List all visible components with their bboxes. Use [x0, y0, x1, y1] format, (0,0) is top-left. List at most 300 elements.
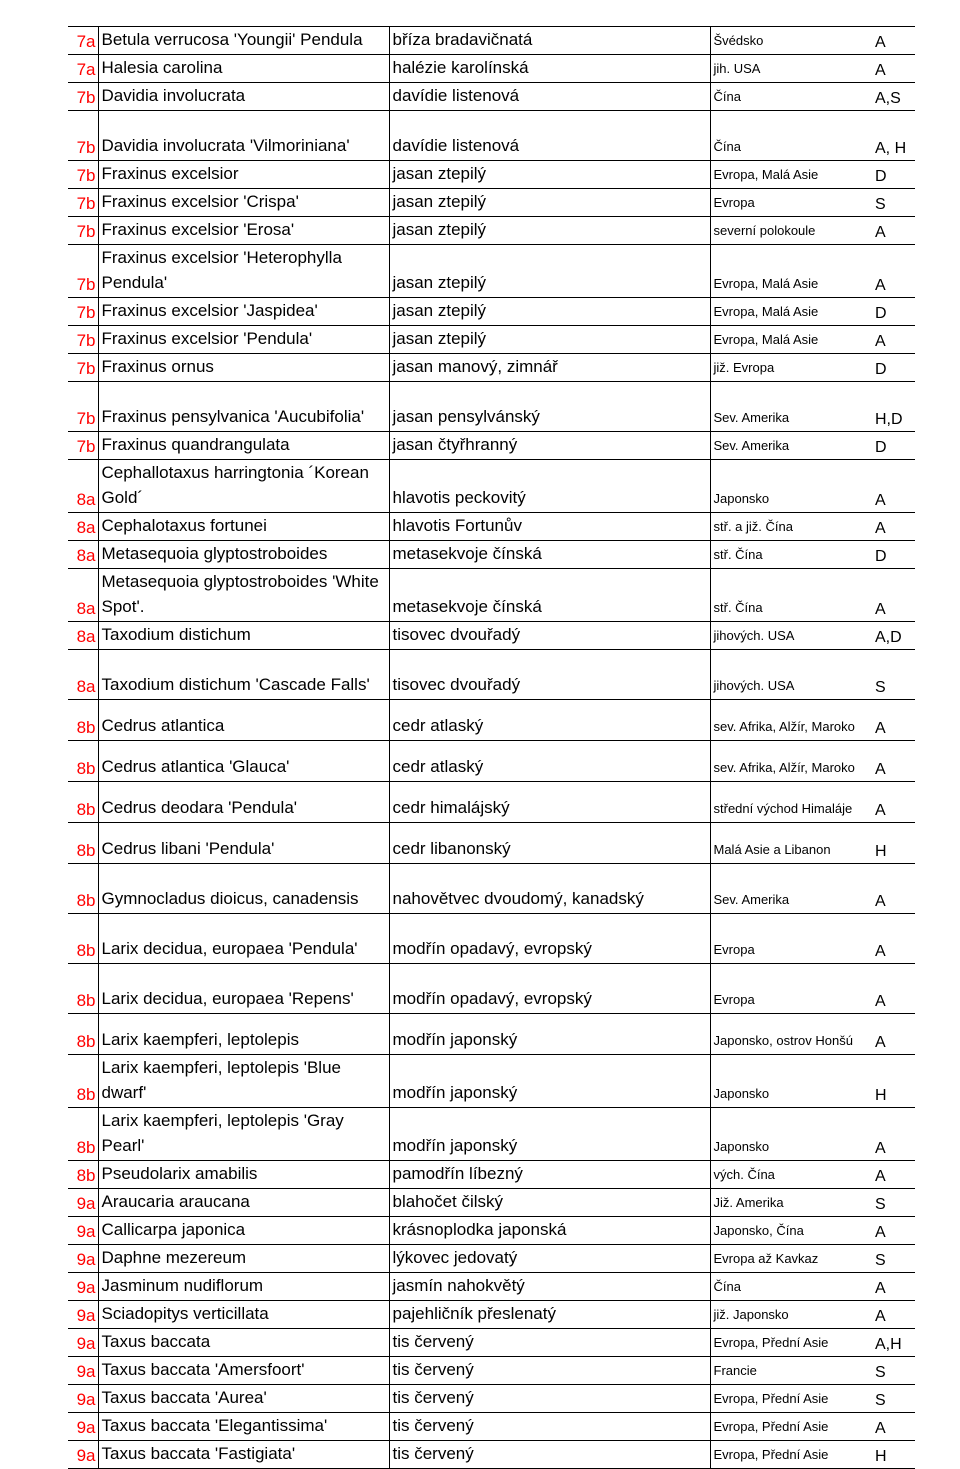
zone-text: 8b — [76, 891, 96, 910]
origin-text: stř. Čína — [713, 600, 763, 615]
zone-cell — [68, 914, 98, 964]
latin-name-text: Fraxinus excelsior 'Pendula' — [101, 329, 313, 348]
zone-cell — [68, 1273, 98, 1301]
zone-text: 8a — [76, 599, 96, 618]
latin-name-text: Cedrus atlantica — [101, 716, 225, 735]
czech-name-cell — [389, 460, 710, 513]
category-cell — [875, 1161, 915, 1189]
zone-cell — [68, 326, 98, 354]
origin-text: stř. a již. Čína — [713, 519, 793, 534]
category-text: S — [875, 1364, 886, 1381]
zone-text: 8b — [76, 991, 96, 1010]
table-row — [68, 1217, 915, 1245]
latin-name-text: Taxus baccata 'Amersfoort' — [101, 1360, 305, 1379]
origin-cell — [710, 1413, 875, 1441]
category-text: S — [875, 1252, 886, 1269]
category-text: A — [875, 943, 886, 960]
zone-cell — [68, 1014, 98, 1055]
zone-text: 7b — [76, 359, 96, 378]
category-text: A, H — [875, 140, 907, 157]
czech-name-cell — [389, 1357, 710, 1385]
latin-name-text: Pseudolarix amabilis — [101, 1164, 258, 1183]
zone-cell — [68, 1441, 98, 1469]
origin-cell — [710, 1055, 875, 1108]
czech-name-text: davídie listenová — [392, 86, 520, 105]
zone-text: 8a — [76, 677, 96, 696]
category-cell — [875, 382, 915, 432]
czech-name-text: jasan ztepilý — [392, 192, 487, 211]
latin-name-text: Fraxinus ornus — [101, 357, 214, 376]
category-cell — [875, 914, 915, 964]
czech-name-cell — [389, 782, 710, 823]
origin-cell — [710, 298, 875, 326]
czech-name-cell — [389, 513, 710, 541]
latin-name-cell — [98, 569, 389, 622]
category-text: A — [875, 720, 886, 737]
category-text: A,S — [875, 90, 901, 107]
origin-text: jihových. USA — [713, 678, 795, 693]
latin-name-text: Taxodium distichum 'Cascade Falls' — [101, 675, 370, 694]
czech-name-text: jasan ztepilý — [392, 164, 487, 183]
origin-text: Evropa, Přední Asie — [713, 1447, 829, 1462]
origin-text: Evropa, Malá Asie — [713, 276, 819, 291]
origin-text: Evropa — [713, 992, 755, 1007]
origin-cell — [710, 864, 875, 914]
latin-name-text: Taxus baccata 'Fastigiata' — [101, 1444, 296, 1463]
table-row — [68, 700, 915, 741]
zone-cell — [68, 1161, 98, 1189]
origin-cell — [710, 782, 875, 823]
origin-text: sev. Afrika, Alžír, Maroko — [713, 760, 855, 775]
latin-name-cell — [98, 1357, 389, 1385]
category-cell — [875, 189, 915, 217]
category-cell — [875, 513, 915, 541]
table-row — [68, 1357, 915, 1385]
latin-name-cell — [98, 1385, 389, 1413]
origin-text: Evropa, Přední Asie — [713, 1419, 829, 1434]
czech-name-cell — [389, 1329, 710, 1357]
origin-text: Malá Asie a Libanon — [713, 842, 831, 857]
origin-text: sev. Afrika, Alžír, Maroko — [713, 719, 855, 734]
latin-name-text: Cedrus atlantica 'Glauca' — [101, 757, 290, 776]
czech-name-cell — [389, 298, 710, 326]
latin-name-text: Fraxinus excelsior 'Erosa' — [101, 220, 295, 239]
latin-name-text: Taxus baccata 'Aurea' — [101, 1388, 267, 1407]
latin-name-text: Cedrus libani 'Pendula' — [101, 839, 275, 858]
origin-cell — [710, 27, 875, 55]
origin-cell — [710, 1441, 875, 1469]
czech-name-cell — [389, 541, 710, 569]
zone-cell — [68, 189, 98, 217]
origin-text: vých. Čína — [713, 1167, 775, 1182]
czech-name-cell — [389, 161, 710, 189]
category-text: S — [875, 1196, 886, 1213]
latin-name-text: Daphne mezereum — [101, 1248, 247, 1267]
origin-text: Evropa až Kavkaz — [713, 1251, 819, 1266]
zone-text: 8b — [76, 1138, 96, 1157]
zone-cell — [68, 782, 98, 823]
zone-cell — [68, 1413, 98, 1441]
category-cell — [875, 864, 915, 914]
latin-name-cell — [98, 161, 389, 189]
origin-text: Japonsko — [713, 1086, 770, 1101]
category-cell — [875, 1357, 915, 1385]
origin-cell — [710, 83, 875, 111]
origin-cell — [710, 245, 875, 298]
latin-name-text: Larix decidua, europaea 'Repens' — [101, 989, 354, 1008]
table-row — [68, 217, 915, 245]
zone-cell — [68, 1301, 98, 1329]
czech-name-cell — [389, 1108, 710, 1161]
table-row — [68, 513, 915, 541]
origin-cell — [710, 1273, 875, 1301]
zone-text: 8a — [76, 546, 96, 565]
zone-cell — [68, 700, 98, 741]
category-text: A — [875, 520, 886, 537]
czech-name-cell — [389, 864, 710, 914]
latin-name-text: Davidia involucrata — [101, 86, 246, 105]
category-cell — [875, 782, 915, 823]
zone-cell — [68, 27, 98, 55]
category-text: H,D — [875, 411, 903, 428]
origin-text: Čína — [713, 139, 741, 154]
origin-cell — [710, 1329, 875, 1357]
origin-cell — [710, 964, 875, 1014]
czech-name-cell — [389, 55, 710, 83]
latin-name-cell — [98, 1245, 389, 1273]
category-text: S — [875, 196, 886, 213]
plant-table-body — [68, 27, 915, 1469]
category-cell — [875, 823, 915, 864]
table-row — [68, 432, 915, 460]
category-text: A — [875, 893, 886, 910]
czech-name-text: krásnoplodka japonská — [392, 1220, 567, 1239]
category-cell — [875, 1108, 915, 1161]
zone-cell — [68, 432, 98, 460]
zone-text: 9a — [76, 1306, 96, 1325]
category-cell — [875, 1385, 915, 1413]
category-text: S — [875, 1392, 886, 1409]
table-row — [68, 1273, 915, 1301]
category-text: A — [875, 1140, 886, 1157]
category-cell — [875, 741, 915, 782]
origin-text: Evropa — [713, 195, 755, 210]
category-text: A,D — [875, 629, 902, 646]
zone-text: 7b — [76, 409, 96, 428]
latin-name-cell — [98, 513, 389, 541]
latin-name-cell — [98, 1055, 389, 1108]
zone-text: 7b — [76, 138, 96, 157]
zone-cell — [68, 217, 98, 245]
category-text: A — [875, 62, 886, 79]
latin-name-text: Halesia carolina — [101, 58, 223, 77]
czech-name-cell — [389, 1245, 710, 1273]
czech-name-text: tis červený — [392, 1332, 474, 1351]
origin-cell — [710, 513, 875, 541]
czech-name-text: jasan pensylvánský — [392, 407, 540, 426]
category-cell — [875, 83, 915, 111]
czech-name-text: metasekvoje čínská — [392, 544, 542, 563]
latin-name-cell — [98, 622, 389, 650]
czech-name-text: hlavotis peckovitý — [392, 488, 526, 507]
zone-text: 8b — [76, 759, 96, 778]
czech-name-text: bříza bradavičnatá — [392, 30, 533, 49]
latin-name-text: Fraxinus excelsior 'Crispa' — [101, 192, 299, 211]
latin-name-cell — [98, 700, 389, 741]
zone-cell — [68, 111, 98, 161]
latin-name-cell — [98, 1108, 389, 1161]
zone-text: 9a — [76, 1194, 96, 1213]
czech-name-cell — [389, 1014, 710, 1055]
zone-cell — [68, 1217, 98, 1245]
latin-name-cell — [98, 432, 389, 460]
latin-name-cell — [98, 298, 389, 326]
table-row — [68, 1189, 915, 1217]
origin-cell — [710, 326, 875, 354]
zone-text: 8a — [76, 490, 96, 509]
latin-name-text: Betula verrucosa 'Youngii' Pendula — [101, 30, 363, 49]
category-text: D — [875, 305, 887, 322]
category-text: H — [875, 843, 887, 860]
origin-text: střední východ Himaláje — [713, 801, 853, 816]
latin-name-cell — [98, 914, 389, 964]
latin-name-text: Larix decidua, europaea 'Pendula' — [101, 939, 358, 958]
czech-name-cell — [389, 1301, 710, 1329]
category-text: A — [875, 492, 886, 509]
latin-name-text: Fraxinus quandrangulata — [101, 435, 290, 454]
table-row — [68, 541, 915, 569]
czech-name-cell — [389, 1385, 710, 1413]
category-cell — [875, 700, 915, 741]
origin-text: Evropa, Přední Asie — [713, 1391, 829, 1406]
czech-name-text: tisovec dvouřadý — [392, 625, 521, 644]
category-text: A — [875, 802, 886, 819]
czech-name-text: cedr himalájský — [392, 798, 510, 817]
czech-name-cell — [389, 111, 710, 161]
origin-cell — [710, 111, 875, 161]
czech-name-cell — [389, 569, 710, 622]
zone-cell — [68, 1329, 98, 1357]
zone-cell — [68, 741, 98, 782]
zone-cell — [68, 864, 98, 914]
zone-cell — [68, 161, 98, 189]
czech-name-cell — [389, 1189, 710, 1217]
table-row — [68, 382, 915, 432]
origin-cell — [710, 650, 875, 700]
latin-name-text: Larix kaempferi, leptolepis 'Gray Pearl' — [101, 1111, 344, 1155]
category-text: A — [875, 224, 886, 241]
zone-text: 8b — [76, 800, 96, 819]
category-cell — [875, 1014, 915, 1055]
czech-name-text: tisovec dvouřadý — [392, 675, 521, 694]
zone-text: 8b — [76, 1085, 96, 1104]
czech-name-text: jasan manový, zimnář — [392, 357, 558, 376]
table-row — [68, 741, 915, 782]
latin-name-cell — [98, 326, 389, 354]
category-cell — [875, 354, 915, 382]
zone-text: 9a — [76, 1222, 96, 1241]
zone-text: 9a — [76, 1334, 96, 1353]
latin-name-cell — [98, 541, 389, 569]
zone-cell — [68, 622, 98, 650]
czech-name-text: halézie karolínská — [392, 58, 529, 77]
latin-name-text: Larix kaempferi, leptolepis — [101, 1030, 299, 1049]
origin-cell — [710, 700, 875, 741]
czech-name-text: pajehličník přeslenatý — [392, 1304, 556, 1323]
table-row — [68, 1385, 915, 1413]
category-cell — [875, 161, 915, 189]
origin-text: stř. Čína — [713, 547, 763, 562]
origin-text: Japonsko — [713, 491, 770, 506]
latin-name-text: Metasequoia glyptostroboides — [101, 544, 328, 563]
latin-name-text: Metasequoia glyptostroboides 'White Spot'. — [101, 572, 379, 616]
czech-name-text: modřín opadavý, evropský — [392, 939, 592, 958]
category-text: A — [875, 333, 886, 350]
zone-text: 7b — [76, 222, 96, 241]
czech-name-cell — [389, 823, 710, 864]
czech-name-text: lýkovec jedovatý — [392, 1248, 518, 1267]
category-text: A — [875, 1224, 886, 1241]
origin-cell — [710, 217, 875, 245]
latin-name-cell — [98, 1329, 389, 1357]
category-text: A — [875, 1168, 886, 1185]
zone-cell — [68, 541, 98, 569]
origin-text: Evropa, Malá Asie — [713, 304, 819, 319]
zone-cell — [68, 83, 98, 111]
category-cell — [875, 1329, 915, 1357]
category-cell — [875, 217, 915, 245]
zone-cell — [68, 298, 98, 326]
table-row — [68, 782, 915, 823]
czech-name-text: jasan ztepilý — [392, 301, 487, 320]
latin-name-cell — [98, 245, 389, 298]
category-cell — [875, 245, 915, 298]
latin-name-cell — [98, 460, 389, 513]
table-row — [68, 111, 915, 161]
table-row — [68, 460, 915, 513]
zone-cell — [68, 1357, 98, 1385]
latin-name-text: Larix kaempferi, leptolepis 'Blue dwarf' — [101, 1058, 341, 1102]
table-row — [68, 245, 915, 298]
origin-text: již. Evropa — [713, 360, 775, 375]
table-row — [68, 1413, 915, 1441]
czech-name-cell — [389, 741, 710, 782]
origin-text: Sev. Amerika — [713, 410, 790, 425]
category-cell — [875, 1273, 915, 1301]
zone-text: 7b — [76, 88, 96, 107]
table-row — [68, 298, 915, 326]
czech-name-text: pamodřín líbezný — [392, 1164, 523, 1183]
origin-cell — [710, 1357, 875, 1385]
czech-name-cell — [389, 1055, 710, 1108]
origin-text: již. Japonsko — [713, 1307, 789, 1322]
zone-cell — [68, 823, 98, 864]
latin-name-cell — [98, 741, 389, 782]
czech-name-cell — [389, 432, 710, 460]
latin-name-text: Gymnocladus dioicus, canadensis — [101, 889, 359, 908]
czech-name-text: cedr atlaský — [392, 757, 484, 776]
origin-cell — [710, 1189, 875, 1217]
latin-name-text: Araucaria araucana — [101, 1192, 250, 1211]
zone-text: 8b — [76, 1032, 96, 1051]
czech-name-text: jasan ztepilý — [392, 220, 487, 239]
latin-name-cell — [98, 27, 389, 55]
category-text: A — [875, 34, 886, 51]
zone-text: 7b — [76, 166, 96, 185]
czech-name-cell — [389, 245, 710, 298]
latin-name-cell — [98, 1217, 389, 1245]
latin-name-text: Sciadopitys verticillata — [101, 1304, 269, 1323]
table-row — [68, 650, 915, 700]
latin-name-text: Fraxinus excelsior — [101, 164, 239, 183]
category-cell — [875, 1301, 915, 1329]
latin-name-text: Cedrus deodara 'Pendula' — [101, 798, 298, 817]
latin-name-text: Cephalotaxus fortunei — [101, 516, 267, 535]
category-cell — [875, 460, 915, 513]
table-row — [68, 83, 915, 111]
origin-text: Čína — [713, 1279, 741, 1294]
czech-name-cell — [389, 326, 710, 354]
table-row — [68, 823, 915, 864]
category-cell — [875, 1413, 915, 1441]
origin-text: Sev. Amerika — [713, 438, 790, 453]
table-row — [68, 1329, 915, 1357]
category-cell — [875, 1189, 915, 1217]
category-text: A — [875, 601, 886, 618]
czech-name-cell — [389, 700, 710, 741]
origin-cell — [710, 460, 875, 513]
czech-name-cell — [389, 83, 710, 111]
category-cell — [875, 298, 915, 326]
latin-name-text: Fraxinus pensylvanica 'Aucubifolia' — [101, 407, 365, 426]
zone-text: 9a — [76, 1250, 96, 1269]
origin-cell — [710, 741, 875, 782]
origin-cell — [710, 1161, 875, 1189]
table-row — [68, 161, 915, 189]
origin-cell — [710, 1217, 875, 1245]
category-text: A — [875, 277, 886, 294]
origin-cell — [710, 569, 875, 622]
latin-name-cell — [98, 1189, 389, 1217]
zone-text: 7a — [76, 60, 96, 79]
table-row — [68, 27, 915, 55]
origin-text: jihových. USA — [713, 628, 795, 643]
czech-name-cell — [389, 382, 710, 432]
origin-text: Japonsko, ostrov Honšú — [713, 1033, 853, 1048]
origin-text: Evropa — [713, 942, 755, 957]
zone-cell — [68, 382, 98, 432]
origin-cell — [710, 1108, 875, 1161]
latin-name-cell — [98, 55, 389, 83]
zone-cell — [68, 460, 98, 513]
czech-name-text: nahovětvec dvoudomý, kanadský — [392, 889, 644, 908]
origin-cell — [710, 161, 875, 189]
category-text: D — [875, 548, 887, 565]
origin-text: Japonsko, Čína — [713, 1223, 804, 1238]
origin-text: Japonsko — [713, 1139, 770, 1154]
latin-name-cell — [98, 1301, 389, 1329]
zone-cell — [68, 513, 98, 541]
category-text: A,H — [875, 1336, 902, 1353]
category-cell — [875, 1245, 915, 1273]
latin-name-cell — [98, 382, 389, 432]
origin-cell — [710, 432, 875, 460]
latin-name-cell — [98, 1441, 389, 1469]
category-text: A — [875, 993, 886, 1010]
czech-name-cell — [389, 964, 710, 1014]
origin-text: Švédsko — [713, 33, 764, 48]
latin-name-cell — [98, 782, 389, 823]
